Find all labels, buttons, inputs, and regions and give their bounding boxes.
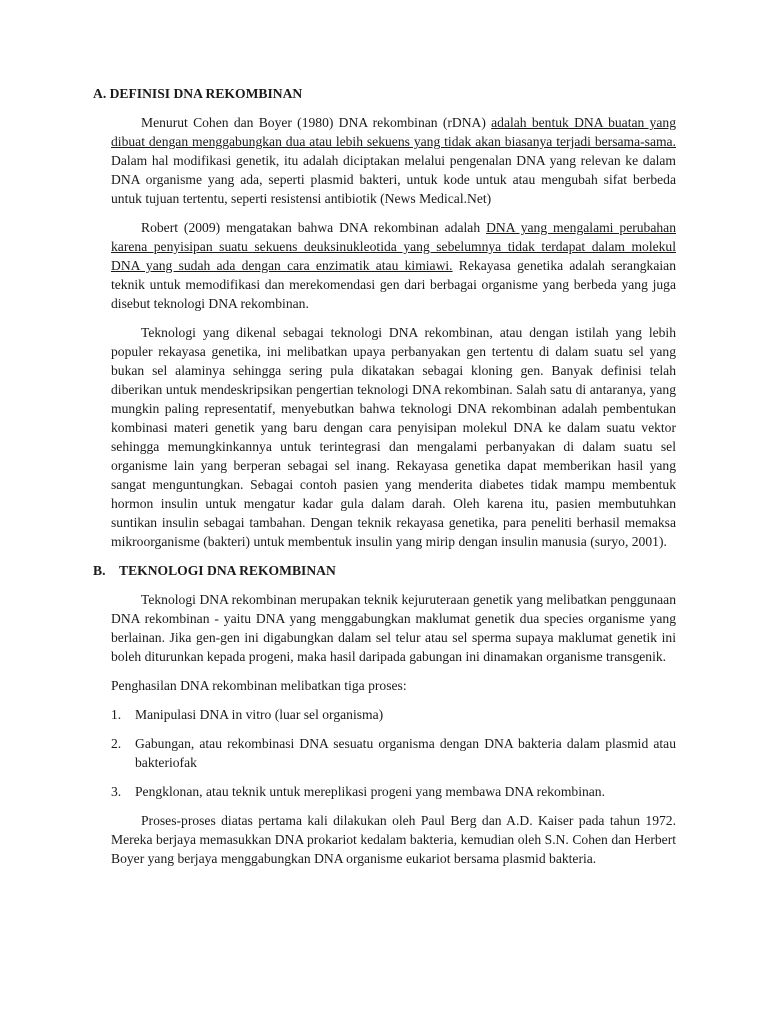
underlined-definition: adalah bentuk DNA buatan yang dibuat dengan menggabungkan dua atau lebih sekuens yang tidak akan biasanya terjadi bersama-sama. [111, 115, 676, 149]
document-body [93, 84, 677, 878]
section-a-paragraph-1 [111, 113, 676, 208]
section-b-letter: B. [93, 563, 106, 578]
section-a-paragraph-3: Teknologi yang dikenal sebagai teknologi DNA rekombinan, atau dengan istilah yang lebih populer rekayasa genetika, ini melibatkan upaya perbanyakan gen tertentu di dalam suatu sel yang bukan sel alaminya sehingga sering pula dikatakan sebagai kloning gen. Banyak definisi telah diberikan untuk mendeskripsikan pengertian teknologi DNA rekombinan. Salah satu di antaranya, yang mungkin paling representatif, menyebutkan bahwa teknologi DNA rekombinan adalah pembentukan kombinasi materi genetik yang baru dengan cara penyisipan molekul DNA ke dalam suatu vektor sehingga memungkinkannya untuk terintegrasi dan mengalami perbanyakan di dalam suatu sel organisme lain yang berperan sebagai sel inang. Rekayasa genetika dapat memberikan hasil yang sangat menguntungkan. Sebagai contoh pasien yang menderita diabetes tidak mampu membentuk hormon insulin untuk mengatur kadar gula dalam darah. Oleh karena itu, pasien membutuhkan suntikan insulin sebagai tambahan. Dengan teknik rekayasa genetika, para peneliti berhasil memaksa mikroorganisme (bakteri) untuk membentuk insulin yang mirip dengan insulin manusia (suryo, 2001). [111, 325, 676, 549]
list-number: 3. [111, 784, 122, 799]
paragraph-text: Robert (2009) mengatakan bahwa DNA rekombinan adalah [141, 220, 487, 235]
section-a-heading: A. DEFINISI DNA REKOMBINAN [93, 86, 303, 101]
underlined-definition: DNA yang mengalami perubahan karena penyisipan suatu sekuens deuksinukleotida yang sebelumnya tidak terdapat dalam molekul DNA yang sudah ada dengan cara enzimatik atau kimiawi. [111, 220, 677, 273]
section-b-title: TEKNOLOGI DNA REKOMBINAN [119, 563, 336, 578]
section-b-heading [93, 561, 676, 580]
list-item [111, 782, 676, 801]
list-text: Manipulasi DNA in vitro (luar sel organisma) [135, 707, 384, 722]
process-list [111, 705, 676, 801]
list-text: Gabungan, atau rekombinasi DNA sesuatu organisma dengan DNA bakteria dalam plasmid atau bakteriofak [135, 736, 676, 770]
paragraph-text: Rekayasa genetika adalah serangkaian teknik untuk memodifikasi dan merekomendasi gen dari berbagai organisme yang berbeda yang juga disebut teknologi DNA rekombinan. [111, 258, 676, 311]
section-a-paragraph-2 [111, 218, 676, 313]
list-number: 2. [111, 736, 122, 751]
list-item [111, 705, 676, 724]
list-text: Pengklonan, atau teknik untuk mereplikasi progeni yang membawa DNA rekombinan. [135, 784, 606, 799]
list-number: 1. [111, 707, 122, 722]
section-b-intro: Penghasilan DNA rekombinan melibatkan tiga proses: [111, 678, 407, 693]
section-b-paragraph-1: Teknologi DNA rekombinan merupakan teknik kejuruteraan genetik yang melibatkan penggunaan DNA rekombinan - yaitu DNA yang menggabungkan maklumat genetik dua species organisme yang berlainan. Jika gen-gen ini digabungkan dalam sel telur atau sel sperma supaya maklumat genetik ini boleh diturunkan kepada progeni, maka hasil daripada gabungan ini dinamakan organisme transgenik. [111, 592, 676, 664]
section-b-paragraph-2: Proses-proses diatas pertama kali dilakukan oleh Paul Berg dan A.D. Kaiser pada tahun 1972. Mereka berjaya memasukkan DNA prokariot kedalam bakteria, kemudian oleh S.N. Cohen dan Herbert Boyer yang berjaya menggabungkan DNA organisme eukariot bersama plasmid bakteria. [111, 813, 676, 866]
list-item [111, 734, 676, 772]
paragraph-text: Menurut Cohen dan Boyer (1980) DNA rekombinan (rDNA) [141, 115, 492, 130]
paragraph-text: Dalam hal modifikasi genetik, itu adalah diciptakan melalui pengenalan DNA yang relevan ke dalam DNA organisme yang ada, seperti plasmid bakteri, untuk kode untuk atau mengubah sifat berbeda untuk tujuan tertentu, seperti resistensi antibiotik (News Medical.Net) [111, 153, 676, 206]
